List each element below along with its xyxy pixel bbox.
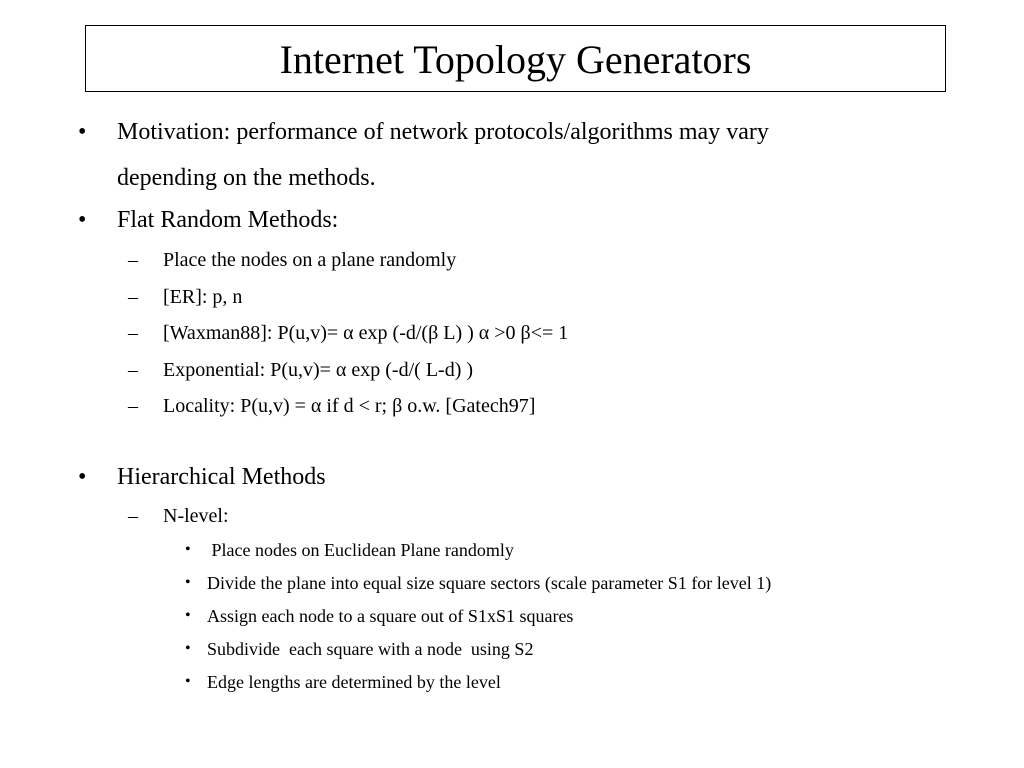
dash-marker: – (128, 286, 138, 308)
dash-marker: – (128, 359, 138, 381)
bullet-text: Hierarchical Methods (117, 464, 326, 490)
bullet-text: Flat Random Methods: (117, 207, 339, 233)
sub-bullet-text: Exponential: P(u,v)= α exp (-d/( L-d) ) (163, 359, 474, 381)
bullet-marker: • (185, 541, 191, 558)
dash-marker: – (128, 395, 138, 417)
dash-marker: – (128, 322, 138, 344)
dash-marker: – (128, 249, 138, 271)
slide-title-box (85, 25, 946, 92)
sub-sub-bullet-text: Assign each node to a square out of S1xS1 squares (207, 606, 574, 626)
bullet-text: depending on the methods. (117, 165, 376, 191)
sub-bullet-text: Place the nodes on a plane randomly (163, 249, 457, 271)
sub-sub-bullet-text: Subdivide each square with a node using S2 (207, 639, 534, 659)
bullet-marker: • (185, 574, 191, 591)
bullet-marker: • (78, 119, 87, 145)
sub-bullet-text: [ER]: p, n (163, 286, 243, 308)
sub-sub-bullet-text: Divide the plane into equal size square sectors (scale parameter S1 for level 1) (207, 573, 772, 593)
bullet-marker: • (185, 640, 191, 657)
bullet-marker: • (185, 673, 191, 690)
bullet-text: Motivation: performance of network protocols/algorithms may vary (117, 119, 769, 145)
bullet-marker: • (78, 464, 87, 490)
sub-bullet-text: [Waxman88]: P(u,v)= α exp (-d/(β L) ) α >0 β<= 1 (163, 322, 569, 344)
slide-title: Internet Topology Generators (279, 36, 752, 82)
bullet-marker: • (185, 607, 191, 624)
sub-bullet-text: Locality: P(u,v) = α if d < r; β o.w. [Gatech97] (163, 395, 536, 417)
sub-sub-bullet-text: Place nodes on Euclidean Plane randomly (207, 540, 514, 560)
sub-bullet-text: N-level: (163, 505, 229, 527)
sub-sub-bullet-text: Edge lengths are determined by the level (207, 672, 501, 692)
bullet-marker: • (78, 207, 87, 233)
dash-marker: – (128, 505, 138, 527)
